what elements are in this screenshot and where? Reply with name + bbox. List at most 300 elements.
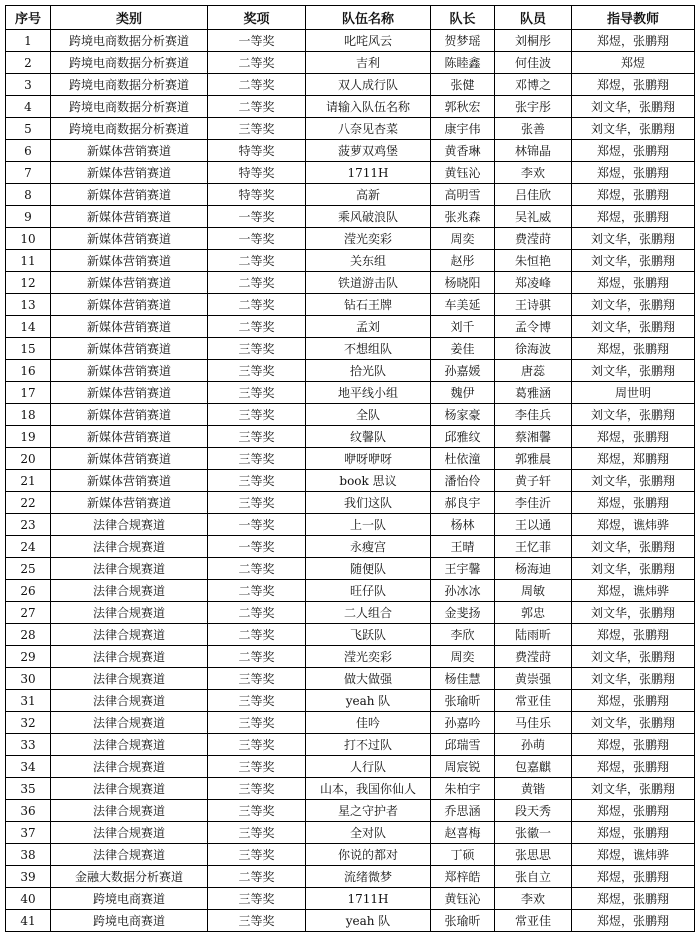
cell-instructor: 郑煜，张鹏翔 [572, 140, 695, 162]
table-row [6, 580, 695, 602]
cell-category: 新媒体营销赛道 [51, 360, 208, 382]
cell-captain: 高明雪 [431, 184, 495, 206]
cell-team-name: 随便队 [306, 558, 431, 580]
cell-index: 2 [6, 52, 51, 74]
cell-team-name: 山本，我国你仙人 [306, 778, 431, 800]
cell-award: 三等奖 [208, 844, 306, 866]
table-row [6, 470, 695, 492]
cell-captain: 杜依潼 [431, 448, 495, 470]
cell-member: 李欢 [495, 162, 572, 184]
cell-captain: 朱柏宇 [431, 778, 495, 800]
table-row [6, 822, 695, 844]
cell-category: 新媒体营销赛道 [51, 316, 208, 338]
cell-index: 7 [6, 162, 51, 184]
cell-team-name: 我们这队 [306, 492, 431, 514]
header-member: 队员 [495, 6, 572, 30]
cell-index: 28 [6, 624, 51, 646]
cell-instructor: 郑煜，张鹏翔 [572, 624, 695, 646]
cell-team-name: 二人组合 [306, 602, 431, 624]
cell-award: 二等奖 [208, 316, 306, 338]
table-row [6, 448, 695, 470]
cell-member: 黄锴 [495, 778, 572, 800]
cell-captain: 邱雅纹 [431, 426, 495, 448]
cell-captain: 周宸锐 [431, 756, 495, 778]
cell-index: 36 [6, 800, 51, 822]
cell-index: 30 [6, 668, 51, 690]
cell-team-name: 钻石王牌 [306, 294, 431, 316]
cell-category: 法律合规赛道 [51, 514, 208, 536]
cell-instructor: 刘文华，张鹏翔 [572, 250, 695, 272]
cell-index: 6 [6, 140, 51, 162]
cell-member: 王以通 [495, 514, 572, 536]
cell-award: 三等奖 [208, 756, 306, 778]
cell-captain: 刘千 [431, 316, 495, 338]
cell-award: 三等奖 [208, 382, 306, 404]
cell-captain: 张健 [431, 74, 495, 96]
cell-award: 二等奖 [208, 646, 306, 668]
cell-captain: 张瑜昕 [431, 690, 495, 712]
cell-captain: 车美延 [431, 294, 495, 316]
cell-captain: 丁硕 [431, 844, 495, 866]
cell-member: 马佳乐 [495, 712, 572, 734]
cell-award: 三等奖 [208, 492, 306, 514]
header-team-name: 队伍名称 [306, 6, 431, 30]
cell-index: 16 [6, 360, 51, 382]
cell-team-name: 你说的都对 [306, 844, 431, 866]
cell-award: 三等奖 [208, 360, 306, 382]
cell-award: 三等奖 [208, 338, 306, 360]
cell-index: 15 [6, 338, 51, 360]
cell-captain: 杨家豪 [431, 404, 495, 426]
cell-category: 法律合规赛道 [51, 580, 208, 602]
cell-award: 特等奖 [208, 162, 306, 184]
cell-captain: 王晴 [431, 536, 495, 558]
table-row [6, 162, 695, 184]
table-header-row [6, 6, 695, 30]
cell-member: 蔡湘馨 [495, 426, 572, 448]
cell-index: 41 [6, 910, 51, 932]
cell-award: 三等奖 [208, 888, 306, 910]
cell-captain: 乔思涵 [431, 800, 495, 822]
cell-instructor: 郑煜，张鹏翔 [572, 426, 695, 448]
cell-award: 一等奖 [208, 30, 306, 52]
cell-category: 新媒体营销赛道 [51, 338, 208, 360]
cell-instructor: 郑煜，张鹏翔 [572, 888, 695, 910]
table-row [6, 338, 695, 360]
cell-instructor: 郑煜，张鹏翔 [572, 690, 695, 712]
cell-instructor: 刘文华，张鹏翔 [572, 646, 695, 668]
cell-captain: 孙嘉媛 [431, 360, 495, 382]
cell-member: 陆雨昕 [495, 624, 572, 646]
cell-award: 三等奖 [208, 668, 306, 690]
table-row [6, 316, 695, 338]
cell-index: 26 [6, 580, 51, 602]
cell-team-name: 1711H [306, 888, 431, 910]
cell-index: 14 [6, 316, 51, 338]
cell-member: 张善 [495, 118, 572, 140]
cell-index: 20 [6, 448, 51, 470]
cell-captain: 陈睦鑫 [431, 52, 495, 74]
cell-member: 郭雅晨 [495, 448, 572, 470]
table-row [6, 228, 695, 250]
cell-team-name: book 思议 [306, 470, 431, 492]
table-row [6, 250, 695, 272]
cell-instructor: 刘文华，张鹏翔 [572, 360, 695, 382]
table-row [6, 74, 695, 96]
table-row [6, 734, 695, 756]
table-row [6, 800, 695, 822]
cell-member: 王忆菲 [495, 536, 572, 558]
cell-member: 孙萌 [495, 734, 572, 756]
cell-team-name: 拾光队 [306, 360, 431, 382]
cell-index: 18 [6, 404, 51, 426]
cell-captain: 张瑜昕 [431, 910, 495, 932]
cell-index: 21 [6, 470, 51, 492]
cell-instructor: 郑煜，谯炜骅 [572, 514, 695, 536]
cell-index: 39 [6, 866, 51, 888]
cell-captain: 孙冰冰 [431, 580, 495, 602]
table-row [6, 30, 695, 52]
cell-index: 40 [6, 888, 51, 910]
table-row [6, 602, 695, 624]
cell-instructor: 刘文华，张鹏翔 [572, 96, 695, 118]
cell-member: 李欢 [495, 888, 572, 910]
cell-index: 33 [6, 734, 51, 756]
cell-captain: 张兆森 [431, 206, 495, 228]
cell-team-name: 叱咤风云 [306, 30, 431, 52]
cell-captain: 康宇伟 [431, 118, 495, 140]
cell-category: 法律合规赛道 [51, 800, 208, 822]
cell-member: 刘桐彤 [495, 30, 572, 52]
cell-instructor: 郑煜，张鹏翔 [572, 162, 695, 184]
cell-category: 新媒体营销赛道 [51, 404, 208, 426]
cell-category: 法律合规赛道 [51, 756, 208, 778]
cell-team-name: 打不过队 [306, 734, 431, 756]
table-row [6, 668, 695, 690]
cell-award: 二等奖 [208, 96, 306, 118]
cell-instructor: 郑煜，张鹏翔 [572, 338, 695, 360]
cell-category: 新媒体营销赛道 [51, 426, 208, 448]
cell-index: 5 [6, 118, 51, 140]
cell-instructor: 刘文华，张鹏翔 [572, 602, 695, 624]
cell-member: 孟令博 [495, 316, 572, 338]
cell-award: 特等奖 [208, 184, 306, 206]
cell-category: 新媒体营销赛道 [51, 206, 208, 228]
cell-member: 葛雅涵 [495, 382, 572, 404]
cell-captain: 黄钰沁 [431, 162, 495, 184]
cell-award: 一等奖 [208, 536, 306, 558]
cell-category: 跨境电商数据分析赛道 [51, 96, 208, 118]
cell-index: 32 [6, 712, 51, 734]
cell-instructor: 刘文华，张鹏翔 [572, 316, 695, 338]
cell-award: 二等奖 [208, 602, 306, 624]
cell-award: 二等奖 [208, 52, 306, 74]
header-category: 类别 [51, 6, 208, 30]
cell-team-name: 佳吟 [306, 712, 431, 734]
cell-team-name: 八奈见杏菜 [306, 118, 431, 140]
cell-index: 8 [6, 184, 51, 206]
table-row [6, 206, 695, 228]
cell-member: 林锦晶 [495, 140, 572, 162]
cell-team-name: 全对队 [306, 822, 431, 844]
table-row [6, 866, 695, 888]
cell-instructor: 郑煜，张鹏翔 [572, 734, 695, 756]
table-row [6, 646, 695, 668]
cell-instructor: 郑煜，张鹏翔 [572, 74, 695, 96]
cell-award: 三等奖 [208, 470, 306, 492]
cell-instructor: 郑煜 [572, 52, 695, 74]
cell-captain: 贺梦瑶 [431, 30, 495, 52]
table-row [6, 272, 695, 294]
table-row [6, 514, 695, 536]
cell-index: 27 [6, 602, 51, 624]
cell-award: 三等奖 [208, 778, 306, 800]
cell-member: 张自立 [495, 866, 572, 888]
cell-instructor: 郑煜，张鹏翔 [572, 910, 695, 932]
cell-instructor: 刘文华，张鹏翔 [572, 470, 695, 492]
cell-instructor: 郑煜，张鹏翔 [572, 206, 695, 228]
cell-team-name: 纹馨队 [306, 426, 431, 448]
cell-index: 1 [6, 30, 51, 52]
cell-award: 二等奖 [208, 250, 306, 272]
cell-category: 新媒体营销赛道 [51, 272, 208, 294]
cell-award: 三等奖 [208, 822, 306, 844]
cell-category: 新媒体营销赛道 [51, 470, 208, 492]
cell-index: 37 [6, 822, 51, 844]
cell-index: 12 [6, 272, 51, 294]
cell-instructor: 郑煜，张鹏翔 [572, 756, 695, 778]
cell-captain: 孙嘉吟 [431, 712, 495, 734]
cell-team-name: 旺仔队 [306, 580, 431, 602]
cell-index: 19 [6, 426, 51, 448]
cell-category: 新媒体营销赛道 [51, 162, 208, 184]
cell-category: 法律合规赛道 [51, 822, 208, 844]
cell-team-name: 地平线小组 [306, 382, 431, 404]
cell-category: 法律合规赛道 [51, 712, 208, 734]
cell-team-name: 上一队 [306, 514, 431, 536]
cell-instructor: 刘文华，张鹏翔 [572, 404, 695, 426]
cell-award: 二等奖 [208, 624, 306, 646]
table-row [6, 712, 695, 734]
cell-category: 跨境电商赛道 [51, 910, 208, 932]
cell-award: 特等奖 [208, 140, 306, 162]
cell-category: 金融大数据分析赛道 [51, 866, 208, 888]
table-row [6, 184, 695, 206]
cell-index: 31 [6, 690, 51, 712]
cell-team-name: 1711H [306, 162, 431, 184]
cell-award: 二等奖 [208, 294, 306, 316]
cell-award: 三等奖 [208, 448, 306, 470]
cell-member: 郑凌峰 [495, 272, 572, 294]
table-row [6, 360, 695, 382]
cell-team-name: 双人成行队 [306, 74, 431, 96]
cell-member: 何佳波 [495, 52, 572, 74]
cell-instructor: 刘文华，张鹏翔 [572, 778, 695, 800]
cell-captain: 金斐扬 [431, 602, 495, 624]
cell-captain: 周奕 [431, 646, 495, 668]
cell-team-name: 飞跃队 [306, 624, 431, 646]
cell-member: 杨海迪 [495, 558, 572, 580]
cell-team-name: 孟刘 [306, 316, 431, 338]
cell-member: 吴礼威 [495, 206, 572, 228]
cell-team-name: 咿呀咿呀 [306, 448, 431, 470]
cell-index: 4 [6, 96, 51, 118]
cell-captain: 杨晓阳 [431, 272, 495, 294]
table-row [6, 294, 695, 316]
cell-team-name: 永瘦宫 [306, 536, 431, 558]
cell-team-name: 全队 [306, 404, 431, 426]
cell-team-name: yeah 队 [306, 910, 431, 932]
cell-captain: 黄香琳 [431, 140, 495, 162]
awards-table-wrapper [5, 5, 695, 932]
cell-member: 费滢莳 [495, 228, 572, 250]
cell-index: 35 [6, 778, 51, 800]
cell-member: 张思思 [495, 844, 572, 866]
cell-captain: 赵喜梅 [431, 822, 495, 844]
table-row [6, 778, 695, 800]
cell-category: 法律合规赛道 [51, 624, 208, 646]
cell-index: 22 [6, 492, 51, 514]
cell-captain: 郭秋宏 [431, 96, 495, 118]
cell-captain: 李欣 [431, 624, 495, 646]
table-row [6, 558, 695, 580]
cell-award: 三等奖 [208, 690, 306, 712]
cell-member: 费滢莳 [495, 646, 572, 668]
cell-award: 三等奖 [208, 118, 306, 140]
cell-index: 24 [6, 536, 51, 558]
table-row [6, 690, 695, 712]
cell-team-name: 关东组 [306, 250, 431, 272]
cell-captain: 郝良宇 [431, 492, 495, 514]
table-row [6, 404, 695, 426]
cell-award: 二等奖 [208, 866, 306, 888]
cell-category: 法律合规赛道 [51, 536, 208, 558]
table-row [6, 888, 695, 910]
table-row [6, 844, 695, 866]
table-row [6, 140, 695, 162]
cell-award: 一等奖 [208, 514, 306, 536]
cell-index: 10 [6, 228, 51, 250]
cell-member: 王诗骐 [495, 294, 572, 316]
cell-index: 17 [6, 382, 51, 404]
cell-instructor: 郑煜，郑鹏翔 [572, 448, 695, 470]
cell-member: 周敏 [495, 580, 572, 602]
cell-captain: 姜佳 [431, 338, 495, 360]
cell-instructor: 郑煜，张鹏翔 [572, 184, 695, 206]
cell-category: 跨境电商数据分析赛道 [51, 52, 208, 74]
header-captain: 队长 [431, 6, 495, 30]
cell-category: 新媒体营销赛道 [51, 250, 208, 272]
cell-instructor: 郑煜，张鹏翔 [572, 800, 695, 822]
cell-instructor: 刘文华，张鹏翔 [572, 536, 695, 558]
cell-category: 新媒体营销赛道 [51, 382, 208, 404]
cell-team-name: 高新 [306, 184, 431, 206]
cell-category: 跨境电商数据分析赛道 [51, 118, 208, 140]
cell-team-name: 不想组队 [306, 338, 431, 360]
cell-award: 三等奖 [208, 426, 306, 448]
cell-member: 徐海波 [495, 338, 572, 360]
cell-instructor: 刘文华，张鹏翔 [572, 118, 695, 140]
cell-category: 法律合规赛道 [51, 690, 208, 712]
cell-instructor: 郑煜，张鹏翔 [572, 492, 695, 514]
cell-instructor: 郑煜，张鹏翔 [572, 822, 695, 844]
cell-captain: 郑梓皓 [431, 866, 495, 888]
cell-team-name: 乘风破浪队 [306, 206, 431, 228]
cell-team-name: 星之守护者 [306, 800, 431, 822]
cell-member: 黄子轩 [495, 470, 572, 492]
table-row [6, 624, 695, 646]
awards-table [5, 5, 695, 932]
cell-team-name: 人行队 [306, 756, 431, 778]
cell-index: 29 [6, 646, 51, 668]
cell-category: 新媒体营销赛道 [51, 294, 208, 316]
cell-award: 三等奖 [208, 910, 306, 932]
cell-team-name: 做大做强 [306, 668, 431, 690]
table-row [6, 382, 695, 404]
cell-captain: 黄钰沁 [431, 888, 495, 910]
cell-index: 9 [6, 206, 51, 228]
cell-captain: 魏伊 [431, 382, 495, 404]
table-row [6, 96, 695, 118]
cell-member: 张徽一 [495, 822, 572, 844]
table-row [6, 536, 695, 558]
cell-instructor: 郑煜，张鹏翔 [572, 30, 695, 52]
cell-captain: 王宇馨 [431, 558, 495, 580]
cell-captain: 杨林 [431, 514, 495, 536]
cell-award: 一等奖 [208, 206, 306, 228]
cell-captain: 潘怡伶 [431, 470, 495, 492]
cell-index: 3 [6, 74, 51, 96]
cell-index: 25 [6, 558, 51, 580]
cell-category: 跨境电商数据分析赛道 [51, 30, 208, 52]
table-row [6, 756, 695, 778]
cell-award: 二等奖 [208, 272, 306, 294]
cell-category: 新媒体营销赛道 [51, 184, 208, 206]
table-body [6, 30, 695, 932]
table-row [6, 52, 695, 74]
cell-instructor: 郑煜，张鹏翔 [572, 272, 695, 294]
cell-index: 34 [6, 756, 51, 778]
cell-captain: 邱瑞雪 [431, 734, 495, 756]
cell-category: 跨境电商数据分析赛道 [51, 74, 208, 96]
cell-award: 三等奖 [208, 712, 306, 734]
cell-award: 二等奖 [208, 558, 306, 580]
cell-category: 新媒体营销赛道 [51, 492, 208, 514]
cell-captain: 周奕 [431, 228, 495, 250]
cell-index: 11 [6, 250, 51, 272]
cell-member: 吕佳欣 [495, 184, 572, 206]
cell-member: 黄崇强 [495, 668, 572, 690]
cell-category: 新媒体营销赛道 [51, 140, 208, 162]
cell-member: 邓博之 [495, 74, 572, 96]
cell-team-name: 吉利 [306, 52, 431, 74]
cell-instructor: 刘文华，张鹏翔 [572, 558, 695, 580]
cell-category: 跨境电商赛道 [51, 888, 208, 910]
cell-captain: 杨佳慧 [431, 668, 495, 690]
cell-team-name: 请输入队伍名称 [306, 96, 431, 118]
cell-category: 法律合规赛道 [51, 844, 208, 866]
cell-member: 李佳沂 [495, 492, 572, 514]
header-index: 序号 [6, 6, 51, 30]
cell-member: 张宇彤 [495, 96, 572, 118]
cell-category: 法律合规赛道 [51, 668, 208, 690]
cell-instructor: 刘文华，张鹏翔 [572, 712, 695, 734]
cell-member: 段天秀 [495, 800, 572, 822]
cell-category: 新媒体营销赛道 [51, 448, 208, 470]
cell-member: 常亚佳 [495, 910, 572, 932]
cell-team-name: 滢光奕彩 [306, 646, 431, 668]
cell-member: 包嘉麒 [495, 756, 572, 778]
